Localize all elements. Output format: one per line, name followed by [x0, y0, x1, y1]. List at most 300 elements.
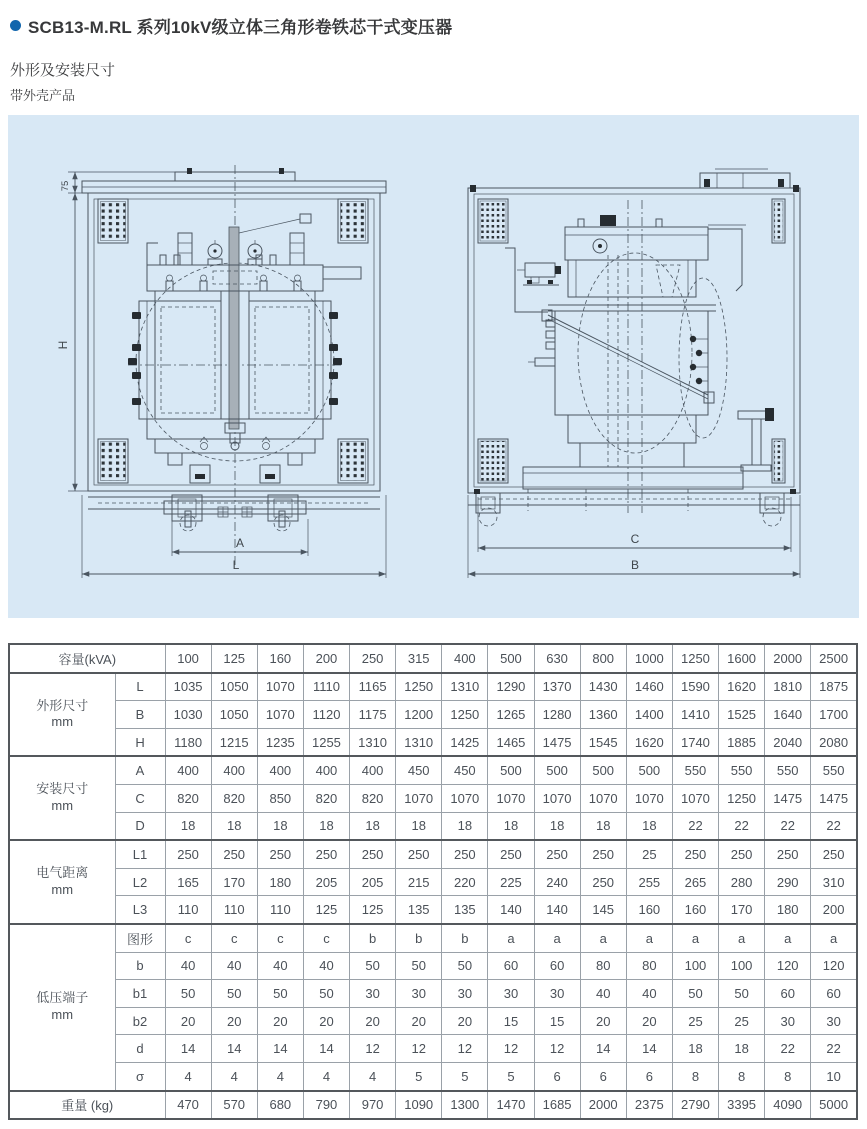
value-cell: 2000 [580, 1091, 626, 1120]
value-cell: 18 [488, 812, 534, 840]
value-cell: 200 [303, 644, 349, 673]
value-cell: 110 [165, 896, 211, 924]
capacity-label-cell: 容量(kVA) [9, 644, 165, 673]
weight-label-cell: 重量 (kg) [9, 1091, 165, 1120]
table-row [9, 896, 857, 924]
technical-drawing [8, 115, 859, 618]
value-cell: 500 [626, 756, 672, 784]
value-cell: 1070 [626, 784, 672, 812]
table-row [9, 673, 857, 701]
value-cell: 30 [811, 1007, 857, 1035]
value-cell: 60 [765, 980, 811, 1008]
value-cell: 570 [211, 1091, 257, 1120]
value-cell: 14 [257, 1035, 303, 1063]
value-cell: 500 [488, 756, 534, 784]
value-cell: 80 [626, 952, 672, 980]
value-cell: 500 [580, 756, 626, 784]
value-cell: 1410 [672, 701, 718, 729]
value-cell: 820 [303, 784, 349, 812]
value-cell: 145 [580, 896, 626, 924]
dim-label-c: C [630, 532, 640, 546]
value-cell: 1180 [165, 728, 211, 756]
value-cell: 20 [580, 1007, 626, 1035]
table-row [9, 784, 857, 812]
table-row [9, 980, 857, 1008]
value-cell: 1250 [672, 644, 718, 673]
value-cell: 1110 [303, 673, 349, 701]
value-cell: 800 [580, 644, 626, 673]
value-cell: 22 [765, 812, 811, 840]
value-cell: 18 [534, 812, 580, 840]
table-row [9, 1062, 857, 1090]
value-cell: 1810 [765, 673, 811, 701]
value-cell: 820 [350, 784, 396, 812]
group-label-cell [9, 840, 115, 924]
sub-label-cell: b1 [115, 980, 165, 1008]
value-cell: 315 [396, 644, 442, 673]
value-cell: a [765, 924, 811, 952]
value-cell: 1740 [672, 728, 718, 756]
value-cell: 20 [165, 1007, 211, 1035]
value-cell: 18 [580, 812, 626, 840]
value-cell: 18 [211, 812, 257, 840]
value-cell: 1200 [396, 701, 442, 729]
value-cell: 250 [303, 840, 349, 868]
value-cell: 1300 [442, 1091, 488, 1120]
value-cell: b [396, 924, 442, 952]
value-cell: 20 [442, 1007, 488, 1035]
value-cell: 50 [719, 980, 765, 1008]
value-cell: 25 [672, 1007, 718, 1035]
value-cell: 22 [811, 1035, 857, 1063]
value-cell: 4 [257, 1062, 303, 1090]
value-cell: 30 [350, 980, 396, 1008]
sub-label-cell: L3 [115, 896, 165, 924]
value-cell: 1070 [488, 784, 534, 812]
value-cell: 820 [211, 784, 257, 812]
page-title: SCB13-M.RL 系列10kV级立体三角形卷铁芯干式变压器 [28, 18, 453, 37]
value-cell: 20 [303, 1007, 349, 1035]
value-cell: 400 [211, 756, 257, 784]
value-cell: 1030 [165, 701, 211, 729]
value-cell: 1165 [350, 673, 396, 701]
value-cell: 18 [719, 1035, 765, 1063]
value-cell: a [811, 924, 857, 952]
value-cell: 22 [811, 812, 857, 840]
value-cell: 1310 [442, 673, 488, 701]
value-cell: 255 [626, 868, 672, 896]
value-cell: 400 [303, 756, 349, 784]
value-cell: 1175 [350, 701, 396, 729]
value-cell: 22 [719, 812, 765, 840]
value-cell: 25 [719, 1007, 765, 1035]
value-cell: 14 [626, 1035, 672, 1063]
value-cell: a [719, 924, 765, 952]
value-cell: 5000 [811, 1091, 857, 1120]
value-cell: 205 [350, 868, 396, 896]
value-cell: 15 [534, 1007, 580, 1035]
vent-grille [478, 199, 785, 483]
value-cell: 30 [765, 1007, 811, 1035]
value-cell: 20 [211, 1007, 257, 1035]
spec-table-body [9, 644, 857, 1119]
value-cell: 500 [488, 644, 534, 673]
value-cell: 40 [257, 952, 303, 980]
value-cell: 550 [811, 756, 857, 784]
dim-label-75: 75 [60, 180, 71, 192]
value-cell: 970 [350, 1091, 396, 1120]
value-cell: 1070 [580, 784, 626, 812]
value-cell: 1685 [534, 1091, 580, 1120]
table-row [9, 728, 857, 756]
value-cell: b [442, 924, 488, 952]
value-cell: 400 [165, 756, 211, 784]
group-label: 外形尺寸 [36, 697, 89, 713]
value-cell: 400 [350, 756, 396, 784]
value-cell: 12 [534, 1035, 580, 1063]
sub-label-cell: b [115, 952, 165, 980]
value-cell: 550 [672, 756, 718, 784]
group-unit: mm [51, 714, 74, 730]
value-cell: 18 [672, 1035, 718, 1063]
value-cell: 50 [257, 980, 303, 1008]
value-cell: 1545 [580, 728, 626, 756]
table-row [9, 1007, 857, 1035]
sub-label-cell: B [115, 701, 165, 729]
sub-label-cell: A [115, 756, 165, 784]
table-row [9, 756, 857, 784]
value-cell: 550 [719, 756, 765, 784]
value-cell: 470 [165, 1091, 211, 1120]
value-cell: a [626, 924, 672, 952]
value-cell: 400 [257, 756, 303, 784]
dim-label-l: L [232, 558, 240, 572]
value-cell: 250 [442, 840, 488, 868]
value-cell: c [303, 924, 349, 952]
value-cell: 1070 [257, 701, 303, 729]
value-cell: 50 [350, 952, 396, 980]
value-cell: 1070 [396, 784, 442, 812]
value-cell: 2000 [765, 644, 811, 673]
value-cell: 8 [765, 1062, 811, 1090]
side-view-drawing [468, 169, 800, 578]
value-cell: 1000 [626, 644, 672, 673]
value-cell: 225 [488, 868, 534, 896]
value-cell: 4 [211, 1062, 257, 1090]
bolt-dots [690, 336, 708, 384]
value-cell: 1250 [719, 784, 765, 812]
value-cell: 250 [396, 840, 442, 868]
table-row [9, 701, 857, 729]
value-cell: 170 [211, 868, 257, 896]
value-cell: 30 [534, 980, 580, 1008]
value-cell: 18 [165, 812, 211, 840]
value-cell: 450 [396, 756, 442, 784]
value-cell: 250 [257, 840, 303, 868]
sub-label-cell: σ [115, 1062, 165, 1090]
table-row [9, 1091, 857, 1120]
group-label: 安装尺寸 [36, 781, 89, 797]
value-cell: 1050 [211, 701, 257, 729]
value-cell: 550 [765, 756, 811, 784]
group-label-cell [9, 924, 115, 1091]
value-cell: 180 [765, 896, 811, 924]
drawing-panel [8, 115, 859, 618]
value-cell: 120 [811, 952, 857, 980]
value-cell: 25 [626, 840, 672, 868]
table-row [9, 644, 857, 673]
value-cell: 850 [257, 784, 303, 812]
value-cell: 250 [580, 840, 626, 868]
value-cell: 14 [580, 1035, 626, 1063]
value-cell: c [165, 924, 211, 952]
value-cell: 22 [672, 812, 718, 840]
value-cell: 265 [672, 868, 718, 896]
dim-label-b: B [630, 558, 640, 572]
value-cell: 5 [442, 1062, 488, 1090]
value-cell: 1400 [626, 701, 672, 729]
sub-label-cell: D [115, 812, 165, 840]
value-cell: 6 [626, 1062, 672, 1090]
value-cell: 2375 [626, 1091, 672, 1120]
bullet-icon [10, 20, 21, 31]
value-cell: 680 [257, 1091, 303, 1120]
sub-label-cell: L2 [115, 868, 165, 896]
value-cell: 240 [534, 868, 580, 896]
value-cell: 20 [257, 1007, 303, 1035]
value-cell: 2080 [811, 728, 857, 756]
value-cell: 8 [672, 1062, 718, 1090]
value-cell: a [580, 924, 626, 952]
group-unit: mm [51, 882, 74, 898]
value-cell: b [350, 924, 396, 952]
value-cell: 2500 [811, 644, 857, 673]
value-cell: a [534, 924, 580, 952]
value-cell: 80 [580, 952, 626, 980]
value-cell: 250 [488, 840, 534, 868]
value-cell: 100 [165, 644, 211, 673]
value-cell: 100 [719, 952, 765, 980]
value-cell: 100 [672, 952, 718, 980]
value-cell: 50 [442, 952, 488, 980]
value-cell: 1250 [442, 701, 488, 729]
group-label-cell [9, 673, 115, 757]
value-cell: 1070 [534, 784, 580, 812]
value-cell: 40 [626, 980, 672, 1008]
value-cell: 220 [442, 868, 488, 896]
value-cell: 250 [211, 840, 257, 868]
value-cell: 1640 [765, 701, 811, 729]
value-cell: 14 [211, 1035, 257, 1063]
sub-label-cell: C [115, 784, 165, 812]
value-cell: 10 [811, 1062, 857, 1090]
value-cell: 820 [165, 784, 211, 812]
value-cell: 1475 [534, 728, 580, 756]
value-cell: 14 [303, 1035, 349, 1063]
value-cell: 60 [488, 952, 534, 980]
value-cell: 1475 [765, 784, 811, 812]
value-cell: 12 [350, 1035, 396, 1063]
value-cell: 1620 [626, 728, 672, 756]
value-cell: 50 [672, 980, 718, 1008]
value-cell: 18 [626, 812, 672, 840]
sub-label-cell: b2 [115, 1007, 165, 1035]
value-cell: 12 [488, 1035, 534, 1063]
value-cell: 1475 [811, 784, 857, 812]
value-cell: 160 [626, 896, 672, 924]
value-cell: 250 [350, 644, 396, 673]
value-cell: 160 [672, 896, 718, 924]
value-cell: 140 [488, 896, 534, 924]
value-cell: 18 [350, 812, 396, 840]
value-cell: 250 [580, 868, 626, 896]
value-cell: 40 [211, 952, 257, 980]
value-cell: 1370 [534, 673, 580, 701]
value-cell: 135 [442, 896, 488, 924]
value-cell: 1265 [488, 701, 534, 729]
value-cell: 30 [396, 980, 442, 1008]
value-cell: 1120 [303, 701, 349, 729]
value-cell: 250 [350, 840, 396, 868]
value-cell: 18 [396, 812, 442, 840]
table-row [9, 952, 857, 980]
value-cell: 250 [534, 840, 580, 868]
value-cell: 180 [257, 868, 303, 896]
value-cell: 310 [811, 868, 857, 896]
value-cell: 1070 [672, 784, 718, 812]
value-cell: 1430 [580, 673, 626, 701]
value-cell: 110 [257, 896, 303, 924]
value-cell: 250 [719, 840, 765, 868]
value-cell: 290 [765, 868, 811, 896]
value-cell: 20 [626, 1007, 672, 1035]
section-subtitle: 外形及安装尺寸 [10, 62, 116, 79]
sub-label-cell: L1 [115, 840, 165, 868]
value-cell: 1700 [811, 701, 857, 729]
value-cell: 165 [165, 868, 211, 896]
value-cell: c [211, 924, 257, 952]
table-row [9, 868, 857, 896]
value-cell: 1280 [534, 701, 580, 729]
value-cell: 60 [811, 980, 857, 1008]
table-row [9, 1035, 857, 1063]
value-cell: 1875 [811, 673, 857, 701]
spec-table [8, 643, 858, 1120]
value-cell: 40 [303, 952, 349, 980]
value-cell: 6 [534, 1062, 580, 1090]
value-cell: 4090 [765, 1091, 811, 1120]
value-cell: 3395 [719, 1091, 765, 1120]
table-row [9, 812, 857, 840]
value-cell: 1070 [442, 784, 488, 812]
wheel-assembly [474, 489, 796, 526]
value-cell: 125 [303, 896, 349, 924]
value-cell: 50 [396, 952, 442, 980]
value-cell: 18 [303, 812, 349, 840]
value-cell: 1215 [211, 728, 257, 756]
value-cell: 140 [534, 896, 580, 924]
dim-label-h: H [56, 340, 70, 350]
product-note: 带外壳产品 [10, 88, 76, 103]
value-cell: 1310 [396, 728, 442, 756]
value-cell: 50 [165, 980, 211, 1008]
value-cell: 1470 [488, 1091, 534, 1120]
page-header [10, 13, 452, 38]
value-cell: 30 [488, 980, 534, 1008]
value-cell: 1050 [211, 673, 257, 701]
value-cell: 12 [442, 1035, 488, 1063]
value-cell: c [257, 924, 303, 952]
value-cell: 1070 [257, 673, 303, 701]
value-cell: 6 [580, 1062, 626, 1090]
value-cell: 2040 [765, 728, 811, 756]
value-cell: 1885 [719, 728, 765, 756]
value-cell: 1465 [488, 728, 534, 756]
value-cell: 1525 [719, 701, 765, 729]
value-cell: 125 [211, 644, 257, 673]
value-cell: 790 [303, 1091, 349, 1120]
value-cell: 1255 [303, 728, 349, 756]
dim-label-a: A [235, 536, 245, 550]
value-cell: 22 [765, 1035, 811, 1063]
value-cell: 250 [765, 840, 811, 868]
value-cell: 15 [488, 1007, 534, 1035]
value-cell: 250 [811, 840, 857, 868]
value-cell: 20 [396, 1007, 442, 1035]
value-cell: 4 [350, 1062, 396, 1090]
value-cell: 1600 [719, 644, 765, 673]
value-cell: 4 [303, 1062, 349, 1090]
value-cell: 200 [811, 896, 857, 924]
value-cell: 1250 [396, 673, 442, 701]
group-label-cell [9, 756, 115, 840]
value-cell: 1425 [442, 728, 488, 756]
value-cell: 18 [257, 812, 303, 840]
value-cell: 1310 [350, 728, 396, 756]
sub-label-cell: H [115, 728, 165, 756]
sub-label-cell: 图形 [115, 924, 165, 952]
group-label: 低压端子 [36, 990, 89, 1006]
value-cell: 400 [442, 644, 488, 673]
value-cell: 110 [211, 896, 257, 924]
value-cell: 280 [719, 868, 765, 896]
value-cell: 205 [303, 868, 349, 896]
value-cell: 5 [488, 1062, 534, 1090]
front-view-drawing [56, 165, 386, 578]
table-row [9, 840, 857, 868]
sub-label-cell: d [115, 1035, 165, 1063]
value-cell: 630 [534, 644, 580, 673]
value-cell: a [672, 924, 718, 952]
value-cell: a [488, 924, 534, 952]
value-cell: 40 [580, 980, 626, 1008]
value-cell: 500 [534, 756, 580, 784]
value-cell: 50 [303, 980, 349, 1008]
value-cell: 120 [765, 952, 811, 980]
value-cell: 50 [211, 980, 257, 1008]
value-cell: 40 [165, 952, 211, 980]
group-unit: mm [51, 798, 74, 814]
value-cell: 60 [534, 952, 580, 980]
value-cell: 1460 [626, 673, 672, 701]
value-cell: 125 [350, 896, 396, 924]
value-cell: 1290 [488, 673, 534, 701]
value-cell: 215 [396, 868, 442, 896]
value-cell: 170 [719, 896, 765, 924]
value-cell: 4 [165, 1062, 211, 1090]
value-cell: 18 [442, 812, 488, 840]
value-cell: 135 [396, 896, 442, 924]
